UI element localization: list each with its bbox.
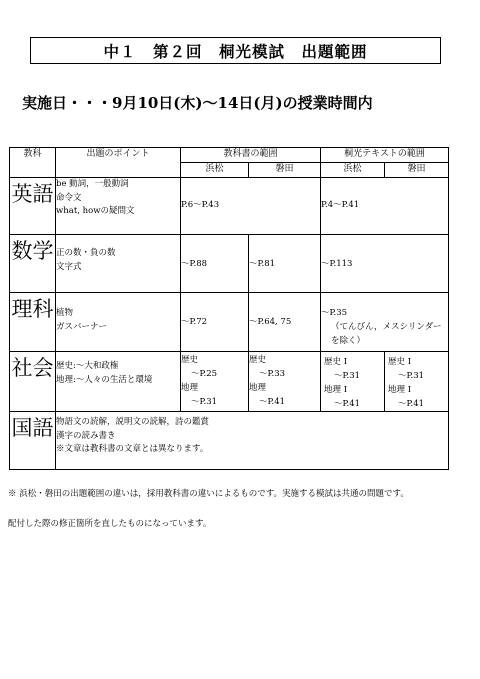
- header-subject: 教科: [10, 148, 56, 178]
- point-line: ガスバーナー: [56, 321, 108, 332]
- textbook-iwata-science: ～P.64, 75: [249, 293, 321, 352]
- range-value: ～P.31: [334, 371, 361, 381]
- range-value: ～P.31: [191, 397, 218, 407]
- row-japanese: [10, 412, 449, 470]
- toko-social: [321, 352, 449, 412]
- toko-english: P.4～P.41: [321, 178, 449, 235]
- scope-table: [9, 147, 449, 470]
- header-textbook-group: 教科書の範囲: [181, 148, 321, 163]
- toko-iwata-social: [384, 352, 448, 411]
- points-english: [56, 178, 181, 235]
- range-label: 地理 I: [324, 385, 348, 395]
- toko-science-line1: ～P.35: [321, 308, 348, 318]
- header-textbook-iwata: 磐田: [249, 163, 321, 178]
- point-line: 命令文: [56, 192, 82, 203]
- point-line: 物語文の読解，説明文の読解，詩の鑑賞: [56, 417, 210, 427]
- point-line: 文字式: [56, 261, 82, 272]
- range-label: 地理 I: [388, 385, 412, 395]
- range-value: ～P.41: [398, 399, 425, 409]
- textbook-hamamatsu-science: ～P.72: [181, 293, 249, 352]
- row-social: [10, 352, 449, 412]
- header-toko-group: 桐光テキストの範囲: [321, 148, 449, 163]
- point-line: 正の数・負の数: [56, 248, 116, 258]
- textbook-hamamatsu-social: [181, 352, 249, 412]
- textbook-iwata-social: [249, 352, 321, 412]
- page-title: [30, 37, 441, 64]
- range-value: ～P.33: [259, 369, 286, 379]
- point-line: ※文章は教科書の文章とは異なります。: [56, 444, 209, 454]
- range-label: 地理: [181, 383, 199, 393]
- subject-japanese: 国語: [10, 412, 56, 470]
- point-line: 地理:～人々の生活と環境: [56, 374, 153, 385]
- header-row: [10, 148, 449, 163]
- range-label: 歴史 I: [324, 357, 348, 367]
- toko-math: ～P.113: [321, 235, 449, 293]
- row-math: [10, 235, 449, 293]
- header-toko-hamamatsu: 浜松: [321, 163, 385, 178]
- points-math: [56, 235, 181, 293]
- range-label: 地理: [249, 383, 267, 393]
- header-points: 出題のポイント: [56, 148, 181, 178]
- subject-social: 社会: [10, 352, 56, 412]
- row-english: [10, 178, 449, 235]
- subject-science: 理科: [10, 293, 56, 352]
- toko-science-line2: （てんびん，メスシリンダーを除く）: [331, 322, 442, 346]
- exam-date: 実施日・・・9月10日(木)～14日(月)の授業時間内: [22, 94, 373, 112]
- textbook-english: P.6～P.43: [181, 178, 321, 235]
- subject-english: 英語: [10, 178, 56, 235]
- page-title-text: 中１ 第２回 桐光模試 出題範囲: [103, 42, 368, 61]
- header-toko-iwata: 磐田: [385, 163, 449, 178]
- subject-math: 数学: [10, 235, 56, 293]
- footnote-corrections: 配付した際の修正箇所を直したものになっています。: [8, 519, 212, 529]
- range-value: ～P.41: [334, 399, 361, 409]
- toko-science: [321, 293, 449, 352]
- range-label: 歴史 I: [388, 357, 412, 367]
- range-label: 歴史: [249, 355, 267, 365]
- points-social: [56, 352, 181, 412]
- footnote-range-difference: ※ 浜松・磐田の出題範囲の違いは，採用教科書の違いによるものです。実施する模試は共通の問題です。: [8, 489, 409, 499]
- header-textbook-hamamatsu: 浜松: [181, 163, 249, 178]
- row-science: [10, 293, 449, 352]
- points-japanese: [56, 412, 449, 470]
- range-value: ～P.41: [259, 397, 286, 407]
- toko-hamamatsu-social: [321, 352, 384, 411]
- range-value: ～P.25: [191, 369, 218, 379]
- textbook-iwata-math: ～P.81: [249, 235, 321, 293]
- point-line: 植物: [56, 308, 74, 318]
- points-science: [56, 293, 181, 352]
- point-line: be 動詞，一般動詞: [56, 179, 129, 189]
- point-line: 漢字の読み書き: [56, 430, 116, 441]
- range-value: ～P.31: [398, 371, 425, 381]
- range-label: 歴史: [181, 355, 199, 365]
- point-line: what, howの疑問文: [56, 206, 135, 216]
- point-line: 歴史:～大和政権: [56, 361, 119, 371]
- textbook-hamamatsu-math: ～P.88: [181, 235, 249, 293]
